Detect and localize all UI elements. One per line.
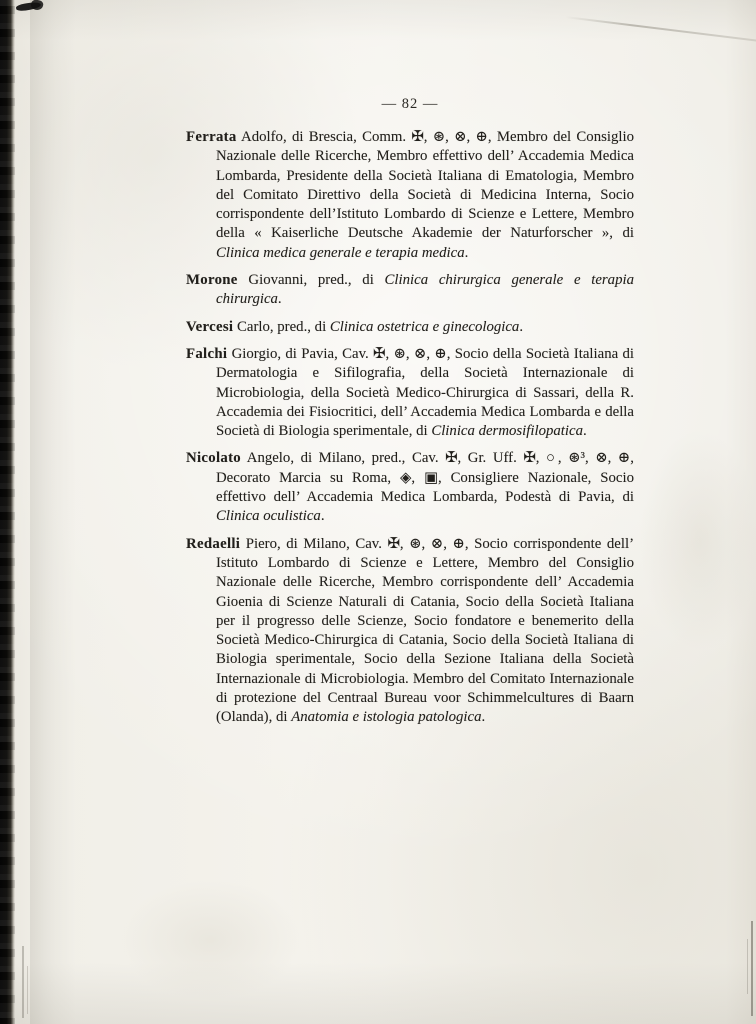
person-surname: Ferrata xyxy=(186,129,237,145)
scan-scratch-line xyxy=(565,16,756,42)
person-surname: Redaelli xyxy=(186,535,241,552)
directory-entry-morone xyxy=(186,271,634,310)
entry-period: . xyxy=(464,244,469,261)
person-surname: Nicolato xyxy=(186,450,241,467)
page-edge-line xyxy=(22,946,24,1018)
directory-entry-falchi xyxy=(186,345,634,441)
entry-period: . xyxy=(519,318,524,335)
entry-period: . xyxy=(320,508,325,525)
entry-text: Piero, di Milano, Cav. ✠, ⊛, ⊗, ⊕, Socio corrispondente dell’ Istituto Lombardo di Scienze e Lettere, Membro del Consiglio Nazionale delle Ricerche, Membro corrispondente dell’ Accademia Gioenia di Scienze Naturali di Catania, Socio della Società Italiana per il progresso delle Scienze, Socio fondatore e benemerito della Società Medico-Chirurgica di Catania, Socio della Società Italiana di Biologia sperimentale, Socio della Sezione Italiana della Società Internazionale di Microbiologia. Membro del Comitato Internazionale di protezione del Centraal Bureau voor Schimmelcultures di Baarn (Olanda), di xyxy=(216,535,634,726)
directory-entry-nicolato xyxy=(186,449,634,526)
entry-text: Carlo, pred., di xyxy=(233,318,330,335)
entry-subject: Anatomia e istologia patologica xyxy=(291,709,482,726)
page-edge-line xyxy=(27,966,28,1014)
directory-entry-vercesi xyxy=(186,318,634,337)
directory-entry-redaelli xyxy=(186,535,634,728)
entry-text: Angelo, di Milano, pred., Cav. ✠, Gr. Uff. ✠, ○, ⊛³, ⊗, ⊕, Decorato Marcia su Roma, ◈, ▣, Consigliere Nazionale, Socio effettivo dell’ Accademia Medica Lombarda, Podestà di Pavia, di xyxy=(216,450,634,506)
entry-text: Giovanni, pred., di xyxy=(237,272,385,289)
entry-period: . xyxy=(481,709,486,726)
directory-text-block xyxy=(186,128,634,736)
page-fold-shadow xyxy=(30,0,76,1024)
page-number: — 82 — xyxy=(381,96,439,112)
paper-stain xyxy=(640,430,756,650)
paper-stain xyxy=(120,880,300,1000)
entry-period: . xyxy=(583,423,587,440)
person-surname: Falchi xyxy=(186,345,228,362)
page-edge-line xyxy=(751,921,753,1016)
entry-subject: Clinica ostetrica e ginecologica xyxy=(329,318,520,335)
entry-subject: Clinica medica generale e terapia medica xyxy=(216,244,465,261)
person-surname: Morone xyxy=(186,272,238,289)
entry-subject: Clinica chirurgica generale e terapia chirurgica xyxy=(216,272,634,308)
left-binding-edge xyxy=(0,0,15,1024)
entry-text: Giorgio, di Pavia, Cav. ✠, ⊛, ⊗, ⊕, Socio della Società Italiana di Dermatologia e Sifilografia, della Società Internazionale di Microbiologia, della Società Medico-Chirurgica di Sassari, della R. Accademia dei Fisiocritici, dell’ Accademia Medica Lombarda e della Società di Biologia sperimentale, di xyxy=(216,345,634,440)
page-edge-line xyxy=(747,939,748,994)
entry-text: Adolfo, di Brescia, Comm. ✠, ⊛, ⊗, ⊕, Membro del Consiglio Nazionale delle Ricerche, Membro effettivo dell’ Accademia Medica Lombarda, Presidente della Società Italiana di Ematologia, Membro del Comitato Direttivo della Società di Medicina Interna, Socio corrispondente dell’Istituto Lombardo di Scienze e Lettere, Membro della « Kaiserliche Deutsche Akademie der Naturforscher », di xyxy=(216,129,634,242)
directory-entry-ferrata xyxy=(186,128,634,263)
entry-subject: Clinica dermosifilopatica xyxy=(431,423,583,440)
person-surname: Vercesi xyxy=(186,318,234,335)
entry-subject: Clinica oculistica xyxy=(216,508,321,525)
entry-period: . xyxy=(277,291,282,308)
